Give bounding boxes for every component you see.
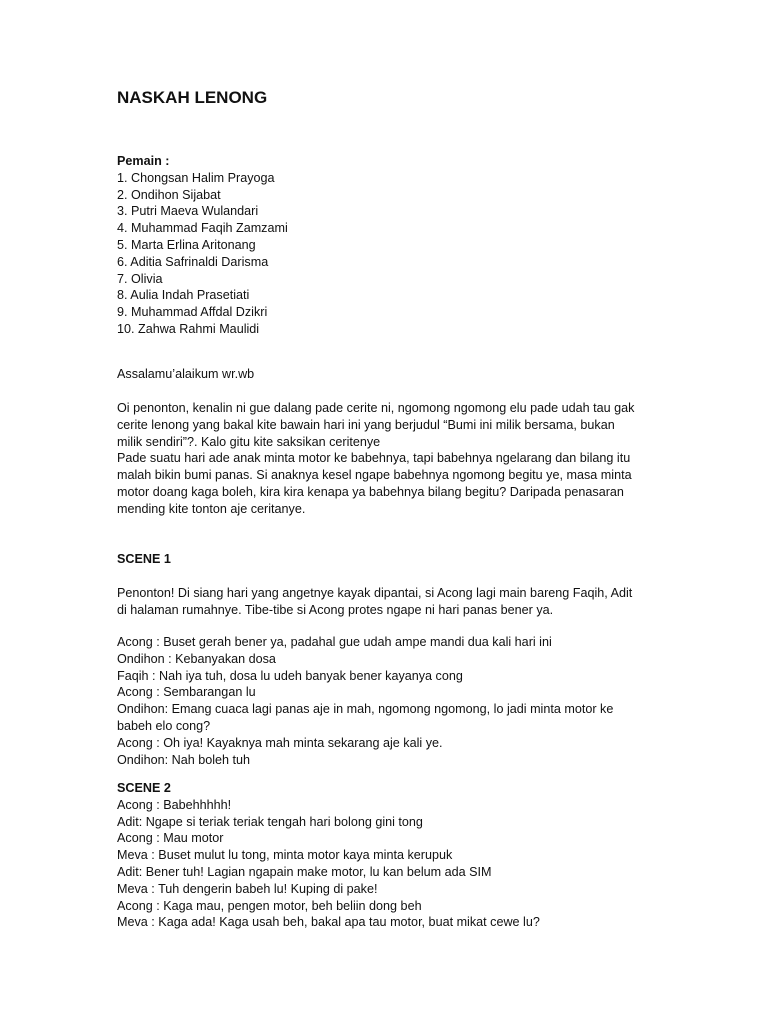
dialogue-line: Acong : Buset gerah bener ya, padahal gue udah ampe mandi dua kali hari ini <box>117 635 552 649</box>
cast-member: 4. Muhammad Faqih Zamzami <box>117 221 288 236</box>
dialogue-line: Meva : Kaga ada! Kaga usah beh, bakal apa tau motor, buat mikat cewe lu? <box>117 915 540 930</box>
intro-line: cerite lenong yang bakal kite bawain hari ini yang berjudul “Bumi ini milik bersama, bukan <box>117 417 615 432</box>
scene1-dialogue <box>117 634 657 768</box>
dialogue-line: Ondihon: Nah boleh tuh <box>117 752 251 767</box>
scene2-heading: SCENE 2 <box>117 781 171 795</box>
cast-member: 8. Aulia Indah Prasetiati <box>117 288 250 303</box>
dialogue-line: Adit: Ngape si teriak teriak tengah hari bolong gini tong <box>117 814 423 829</box>
intro-line: Oi penonton, kenalin ni gue dalang pade cerite ni, ngomong ngomong elu pade udah tau gak <box>117 401 635 415</box>
cast-member: 5. Marta Erlina Aritonang <box>117 237 256 252</box>
intro-line: malah bikin bumi panas. Si anaknya kesel ngape babehnya ngomong begitu ye, masa minta <box>117 468 632 483</box>
dialogue-line: Acong : Kaga mau, pengen motor, beh beliin dong beh <box>117 898 422 913</box>
cast-member: 2. Ondihon Sijabat <box>117 187 221 202</box>
dialogue-line: Ondihon : Kebanyakan dosa <box>117 651 276 666</box>
narration-line: Penonton! Di siang hari yang angetnye kayak dipantai, si Acong lagi main bareng Faqih, Adit <box>117 586 633 600</box>
cast-member: 3. Putri Maeva Wulandari <box>117 204 259 219</box>
intro-line: milik sendiri”?. Kalo gitu kite saksikan ceritenye <box>117 434 381 449</box>
dialogue-line: Faqih : Nah iya tuh, dosa lu udeh banyak bener kayanya cong <box>117 668 463 683</box>
dialogue-line: Acong : Mau motor <box>117 831 224 846</box>
intro-line: mending kite tonton aje ceritanye. <box>117 501 306 516</box>
cast-member: 7. Olivia <box>117 271 163 286</box>
dialogue-line: Ondihon: Emang cuaca lagi panas aje in mah, ngomong ngomong, lo jadi minta motor ke <box>117 702 614 717</box>
dialogue-line: Acong : Babehhhhh! <box>117 797 232 812</box>
scene1-heading-block <box>117 551 657 568</box>
greeting-text: Assalamu’alaikum wr.wb <box>117 367 255 381</box>
dialogue-line: Acong : Sembarangan lu <box>117 685 256 700</box>
greeting-section <box>117 366 657 383</box>
dialogue-line: Adit: Bener tuh! Lagian ngapain make motor, lu kan belum ada SIM <box>117 864 492 879</box>
scene2-section <box>117 780 657 931</box>
intro-paragraph <box>117 400 657 518</box>
scene1-narration <box>117 585 657 619</box>
cast-member: 1. Chongsan Halim Prayoga <box>117 170 275 185</box>
dialogue-line: babeh elo cong? <box>117 718 211 733</box>
scene1-heading: SCENE 1 <box>117 552 171 566</box>
cast-member: 10. Zahwa Rahmi Maulidi <box>117 321 260 336</box>
narration-line: di halaman rumahnye. Tibe-tibe si Acong protes ngape ni hari panas bener ya. <box>117 602 554 617</box>
dialogue-line: Meva : Buset mulut lu tong, minta motor kaya minta kerupuk <box>117 848 453 863</box>
cast-section <box>117 153 657 338</box>
intro-line: motor doang kaga boleh, kira kira kenapa ya babehnya bilang begitu? Daripada penasaran <box>117 484 624 499</box>
document-title: NASKAH LENONG <box>117 88 268 107</box>
cast-member: 9. Muhammad Affdal Dzikri <box>117 305 268 320</box>
dialogue-line: Acong : Oh iya! Kayaknya mah minta sekarang aje kali ye. <box>117 735 443 750</box>
intro-line: Pade suatu hari ade anak minta motor ke babehnya, tapi babehnya ngelarang dan bilang itu <box>117 451 631 466</box>
dialogue-line: Meva : Tuh dengerin babeh lu! Kuping di pake! <box>117 881 378 896</box>
cast-heading: Pemain : <box>117 154 170 168</box>
cast-member: 6. Aditia Safrinaldi Darisma <box>117 254 269 269</box>
